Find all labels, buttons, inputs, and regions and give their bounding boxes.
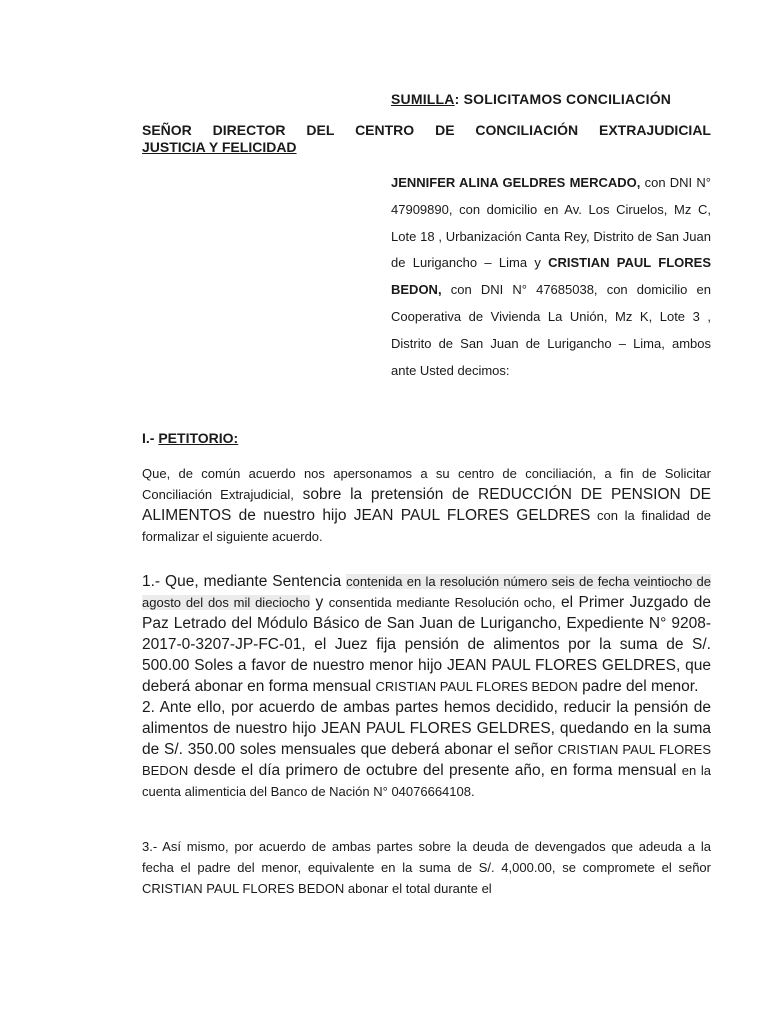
item-1-paragraph bbox=[142, 571, 711, 697]
item-2-text-c: desde el día primero de octubre del presente año, en forma mensual bbox=[188, 762, 682, 779]
section-title: PETITORIO: bbox=[158, 430, 239, 446]
addressee-line-1: SEÑOR DIRECTOR DEL CENTRO DE CONCILIACIÓN EXTRAJUDICIAL bbox=[142, 122, 711, 138]
intro-paragraph bbox=[142, 463, 711, 547]
item-2-text-b: CRISTIAN PAUL FLORES BEDON bbox=[142, 742, 712, 778]
parties-paragraph bbox=[391, 170, 711, 384]
item-1-text-e: el Primer Juzgado de Paz Letrado del Módulo Básico de San Juan de Lurigancho, Expediente N° 9208-2017-0-3207-JP-FC-01, el Juez fija pensión de alimentos por la suma de S/. 500.00 Soles a favor de nuestro menor hijo JEAN PAUL FLORES GELDRES, que deberá abonar en forma mensual bbox=[142, 594, 711, 695]
intro-text-b: sobre la pretensión de REDUCCIÓN DE PENSION DE ALIMENTOS de nuestro hijo JEAN PAUL FLORES GELDRES bbox=[142, 486, 711, 524]
item-1-text-f: CRISTIAN PAUL FLORES BEDON bbox=[375, 679, 578, 694]
party-details-2: con DNI N° 47685038, con domicilio en Cooperativa de Vivienda La Unión, Mz K, Lote 3 , Distrito de San Juan de Lurigancho – Lima, ambos ante Usted decimos: bbox=[391, 282, 711, 378]
sumilla-heading bbox=[391, 91, 671, 107]
intro-text-a: Que, de común acuerdo nos apersonamos a su centro de conciliación, a fin de Solicitar Conciliación Extrajudicial, bbox=[142, 466, 711, 502]
item-1-text-c: y bbox=[310, 594, 329, 611]
addressee-line-2: JUSTICIA Y FELICIDAD bbox=[142, 139, 297, 155]
sumilla-text: : SOLICITAMOS CONCILIACIÓN bbox=[454, 91, 672, 107]
item-1-text-d: consentida mediante Resolución ocho, bbox=[328, 595, 556, 610]
intro-text-c: con la finalidad de formalizar el siguiente acuerdo. bbox=[142, 508, 712, 544]
party-details-1: con DNI N° 47909890, con domicilio en Av. Los Ciruelos, Mz C, Lote 18 , Urbanización Canta Rey, Distrito de San Juan de Lurigancho – Lima y bbox=[391, 175, 711, 271]
item-2-paragraph bbox=[142, 697, 711, 802]
items-block bbox=[142, 571, 711, 802]
item-1-text-a: 1.- Que, mediante Sentencia bbox=[142, 573, 347, 590]
section-heading bbox=[142, 430, 238, 446]
item-3-paragraph: 3.- Así mismo, por acuerdo de ambas partes sobre la deuda de devengados que adeuda a la fecha el padre del menor, equivalente en la suma de S/. 4,000.00, se compromete el señor CRISTIAN PAUL FLORES BEDON abonar el total durante el bbox=[142, 839, 711, 896]
item-2-text-a: 2. Ante ello, por acuerdo de ambas partes hemos decidido, reducir la pensión de alimentos de nuestro hijo JEAN PAUL FLORES GELDRES, quedando en la suma de S/. 350.00 soles mensuales que deberá abonar el señor bbox=[142, 699, 711, 758]
item-1-highlight-resolution: contenida en la resolución número seis de fecha veintiocho de agosto del dos mil dieciocho bbox=[142, 574, 711, 610]
party-name-2: CRISTIAN PAUL FLORES BEDON, bbox=[391, 255, 711, 298]
sumilla-label: SUMILLA bbox=[391, 91, 455, 107]
item-1-text-g: padre del menor. bbox=[577, 678, 699, 695]
party-name-1: JENNIFER ALINA GELDRES MERCADO, bbox=[391, 175, 641, 190]
item-2-text-d: en la cuenta alimenticia del Banco de Nación N° 04076664108. bbox=[142, 763, 711, 799]
section-number: I.- bbox=[142, 430, 159, 446]
